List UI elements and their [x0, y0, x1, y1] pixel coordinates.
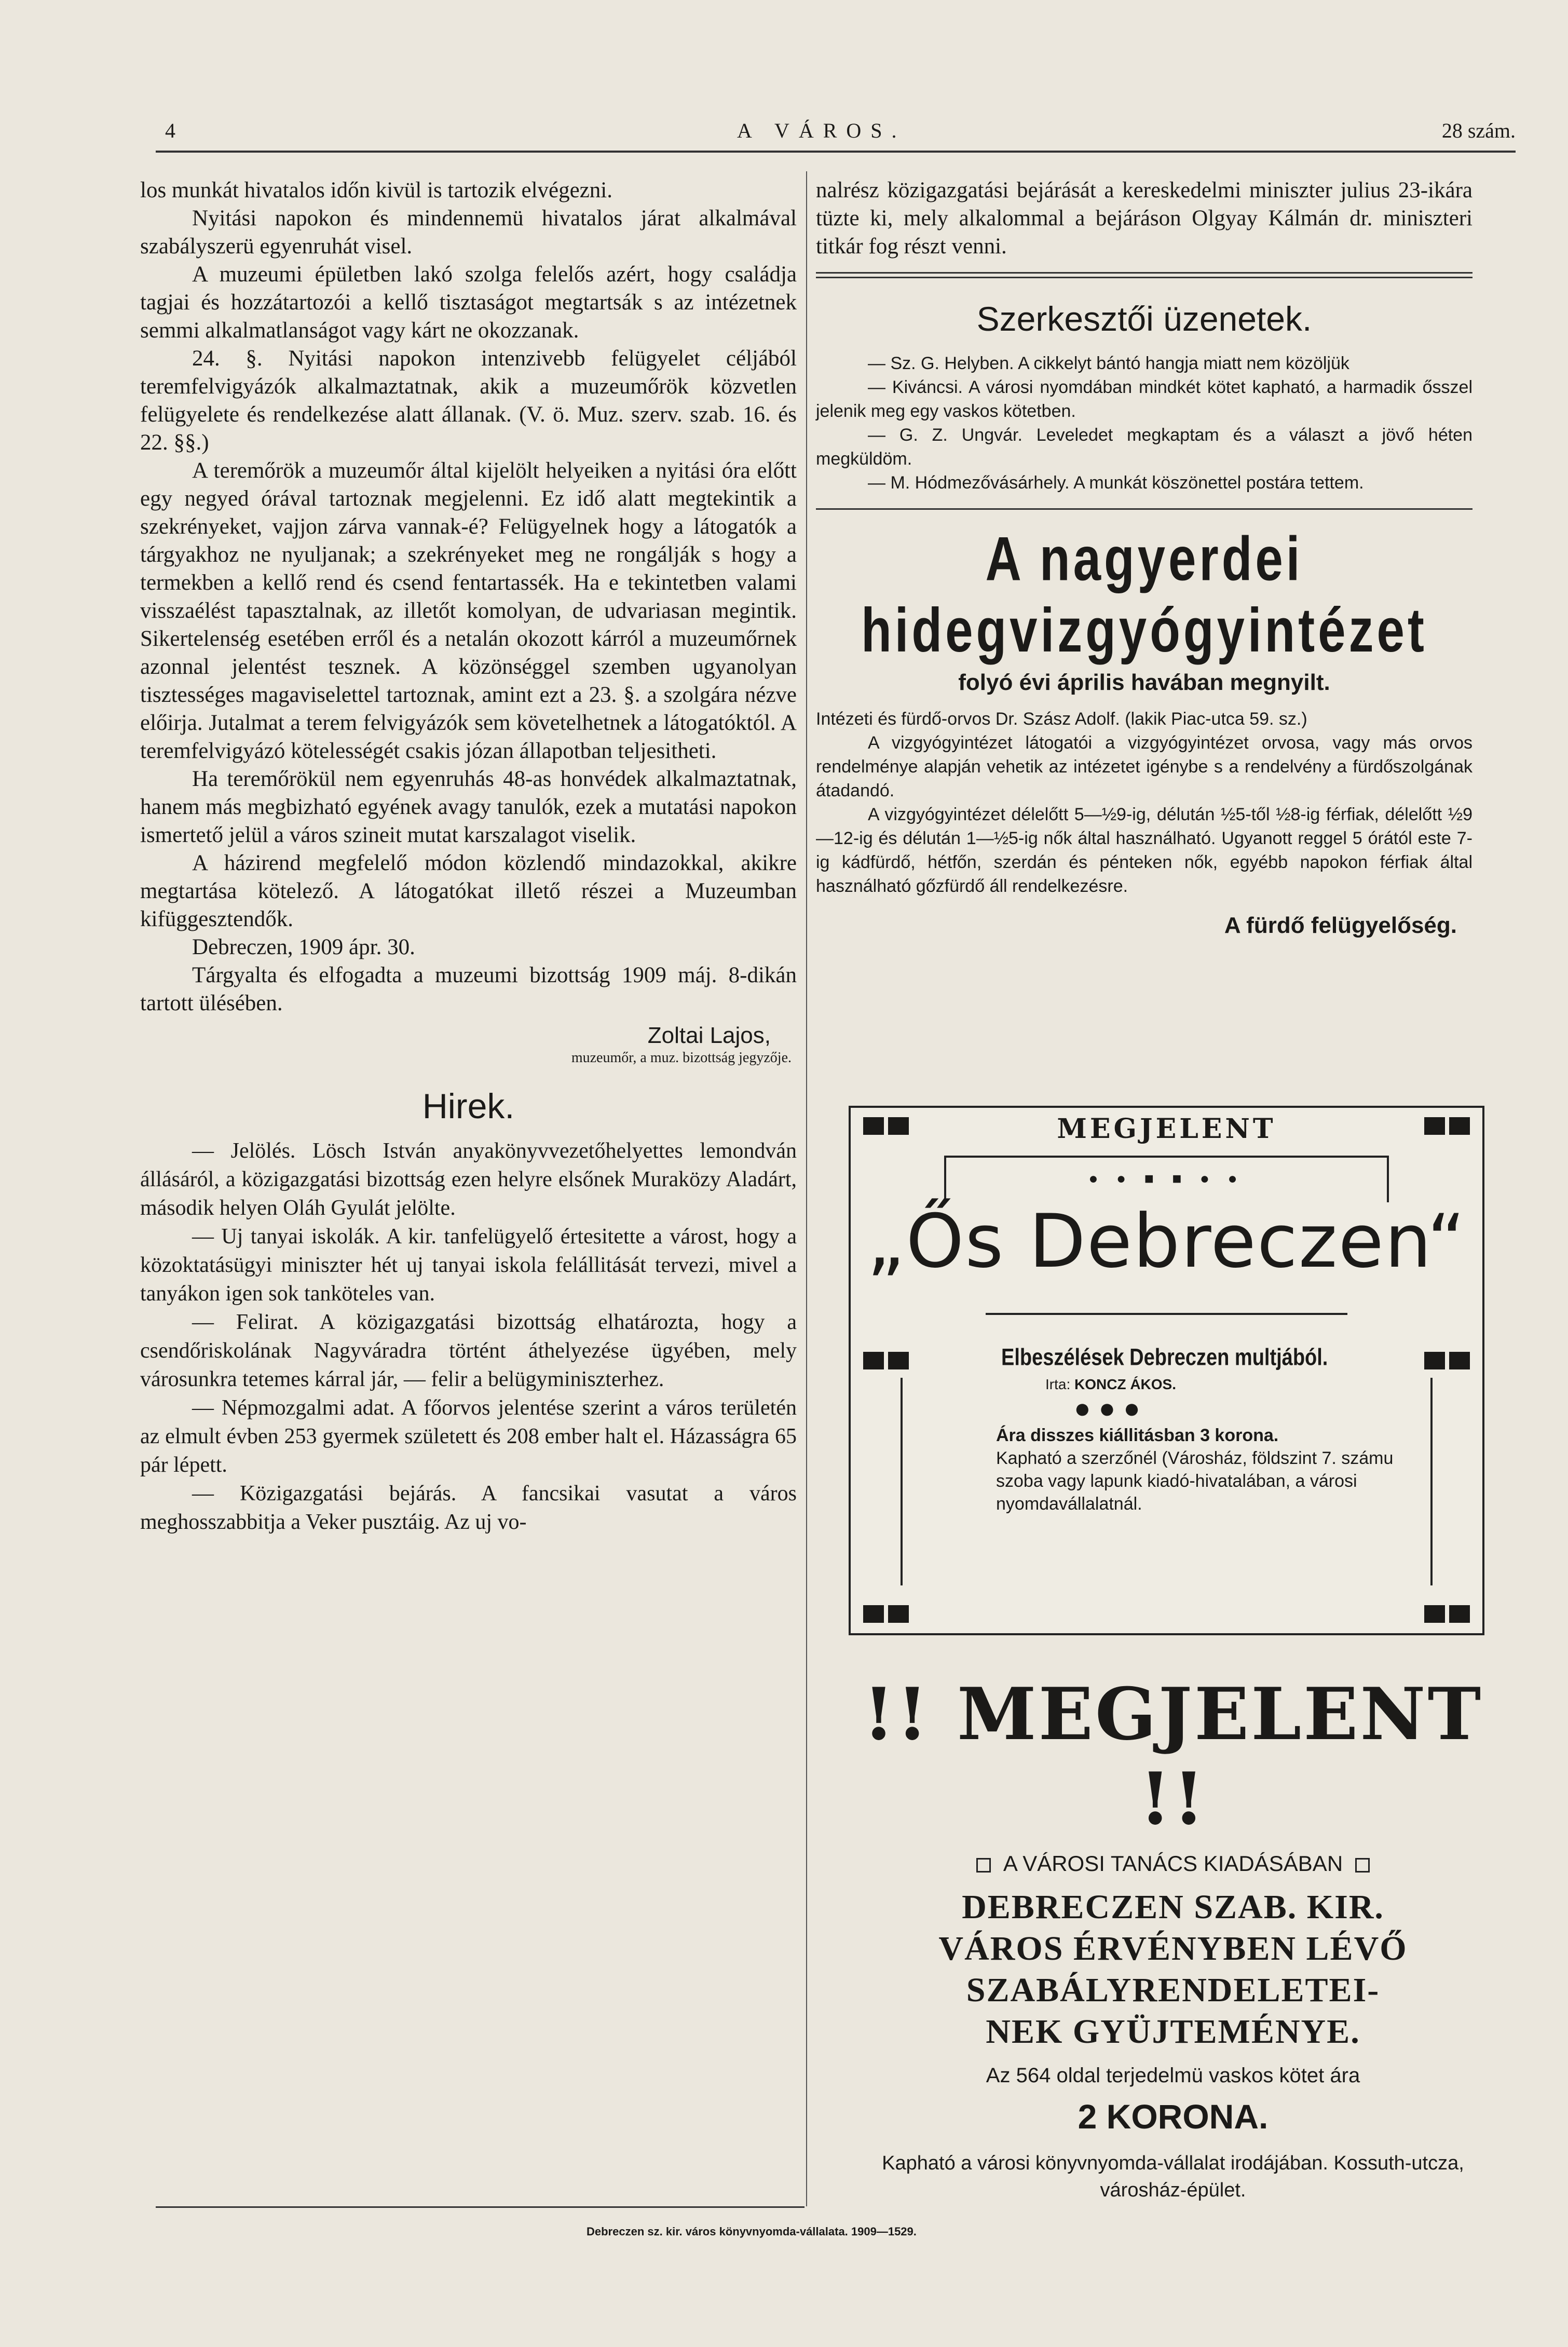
title-underline — [986, 1313, 1347, 1315]
approval-line: Tárgyalta és elfogadta a muzeumi bizottság 1909 máj. 8-dikán tartott ülésében. — [140, 963, 797, 1015]
bottom-rule — [156, 2206, 805, 2208]
book-ad-ornament-row: ● ● ■ ■ ● ● — [944, 1156, 1389, 1202]
ornament-block — [1424, 1352, 1445, 1369]
publisher-line — [851, 1851, 1495, 1876]
double-rule — [816, 272, 1472, 278]
rules-headline: !! MEGJELENT !! — [863, 1672, 1483, 1841]
square-ornament — [1355, 1858, 1370, 1873]
bath-signature: A fürdő felügyelőség. — [1224, 913, 1457, 938]
section-rule — [816, 508, 1472, 510]
paragraph: Nyitási napokon és mindennemü hivatalos járat alkalmával szabályszerü egyenruhát visel. — [140, 206, 797, 259]
publisher-text: A VÁROSI TANÁCS KIADÁSÁBAN — [1003, 1851, 1343, 1876]
news-item: — Közigazgatási bejárás. A fancsikai vasutat a város meghosszabbitja a Veker pusztáig. Az uj vo- — [140, 1482, 797, 1534]
book-subtitle: Elbeszélések Debreczen multjából. — [1001, 1344, 1328, 1371]
header-rule — [156, 151, 1516, 153]
editorial-heading: Szerkesztői üzenetek. — [976, 300, 1312, 338]
editorial-note: — Sz. G. Helyben. A cikkelyt bántó hangja miatt nem közöljük — [868, 354, 1349, 373]
paragraph: A teremőrök a muzeumőr által kijelölt helyeiken a nyitási óra előtt egy negyed órával tartoznak megjelenni. Ez idő alatt megtekintik a szekrényeket, vajjon zárva vannak-é? Felügyelnek hogy a látogatók a tárgyakhoz ne nyuljanak; a szekrényeket meg ne rongálják s hogy a termekben a kellő rend és csend fentartassék. Ha e tekintetben valami visszaélést tapasztalnak, az illetőt komolyan, de udvariasan megintik. Sikertelenség esetében erről és a netalán okozott kárról a muzeumőrnek azonnal jelentést tesznek. A közönséggel szemben ugyanolyan tisztességes magaviselettel tartoznak, amint ezt a 23. §. a szolgára nézve előirja. Jutalmat a terem felvigyázók sem követelhetnek a látogatóktól. A teremfelvigyázó kötelességét csakis józan állapotban teljesitheti. — [140, 458, 797, 763]
news-item: — Népmozgalmi adat. A főorvos jelentése szerint a város területén az elmult évben 253 gyermek született és 208 ember halt el. Házasságra 65 pár lépett. — [140, 1396, 797, 1477]
ornament-block — [1449, 1117, 1470, 1135]
ornament-block — [863, 1605, 884, 1623]
ornament-block — [1449, 1605, 1470, 1623]
ornament-block — [888, 1352, 909, 1369]
rules-title — [851, 1887, 1495, 2053]
page-number: 4 — [165, 119, 175, 142]
author-name: KONCZ ÁKOS. — [1074, 1376, 1177, 1392]
rules-advertisement — [851, 1672, 1495, 2204]
rules-title-line: NEK GYÜJTEMÉNYE. — [986, 2013, 1360, 2051]
column-divider — [806, 171, 807, 2206]
book-title: „Ős Debreczen“ — [866, 1199, 1467, 1284]
ornament-block — [1424, 1117, 1445, 1135]
rules-pages: Az 564 oldal terjedelmü vaskos kötet ára — [986, 2064, 1360, 2087]
editorial-note: — G. Z. Ungvár. Leveledet megkaptam és a választ a jövő héten megküldöm. — [816, 425, 1472, 469]
dot-ornament: ● ● ● — [1074, 1393, 1140, 1424]
news-list — [140, 1137, 797, 1537]
paragraph: los munkát hivatalos időn kivül is tartozik elvégezni. — [140, 178, 612, 202]
ornament-block — [1424, 1605, 1445, 1623]
bath-advertisement — [816, 524, 1472, 939]
rules-title-line: SZABÁLYRENDELETEI- — [966, 1971, 1380, 2009]
printer-imprint: Debreczen sz. kir. város könyvnyomda-vállalata. 1909—1529. — [587, 2225, 917, 2238]
square-ornament — [976, 1858, 991, 1873]
book-availability: Kapható a szerzőnél (Városház, földszint 7. számu szoba vagy lapunk kiadó-hivatalában, a városi nyomdavállalatnál. — [996, 1448, 1394, 1514]
date-line: Debreczen, 1909 ápr. 30. — [192, 935, 415, 959]
rules-price: 2 KORONA. — [1078, 2097, 1269, 2136]
ornament-block — [888, 1605, 909, 1623]
paragraph: Ha teremőrökül nem egyenruhás 48-as honvédek alkalmaztatnak, hanem más megbizható egyének avagy tanulók, ezek a mutatási napokon ismertető jelül a város szineit mutat karszalagot viselik. — [140, 767, 797, 847]
issue-number: 28 szám. — [1441, 119, 1516, 142]
book-advertisement — [849, 1106, 1484, 1635]
masthead-title: A VÁROS. — [737, 119, 906, 142]
ornament-block — [1449, 1352, 1470, 1369]
bath-title: A nagyerdei hidegvizgyógyintézet — [861, 524, 1427, 665]
bath-paragraph: A vizgyógyintézet látogatói a vizgyógyintézet orvosa, vagy más orvos rendelménye alapján vehetik az intézetet igénybe s a rendelvény a fürdőszolgának átadandó. — [816, 733, 1472, 801]
rules-title-line: VÁROS ÉRVÉNYBEN LÉVŐ — [938, 1930, 1408, 1968]
news-item: — Uj tanyai iskolák. A kir. tanfelügyelő értesitette a várost, hogy a közoktatásügyi miniszter hét uj tanyai iskola felállitását tervezi, mivel a tanyákon igen sok tanköteles van. — [140, 1225, 797, 1306]
rules-availability: Kapható a városi könyvnyomda-vállalat irodájában. Kossuth-utcza, városház-épület. — [882, 2152, 1464, 2201]
author-label: Irta: — [1045, 1376, 1071, 1392]
book-author-line — [1045, 1376, 1399, 1393]
signature: Zoltai Lajos, — [647, 1023, 771, 1048]
ornament-block — [863, 1352, 884, 1369]
book-ad-header: MEGJELENT — [1057, 1113, 1276, 1145]
editorial-note: — M. Hódmezővásárhely. A munkát köszönettel postára tettem. — [868, 473, 1364, 493]
bath-paragraph: A vizgyógyintézet délelőtt 5—½9-ig, délután ½5-től ½8-ig férfiak, délelőtt ½9—12-ig és délután 1—½5-ig nők által használható. Ugyanott reggel 5 órától este 7-ig kádfürdő, hétfőn, szerdán és pénteken nők, egyébb napokon férfiak által használható gőzfürdő áll rendelkezésre. — [816, 805, 1472, 896]
ornament-line — [1430, 1378, 1433, 1585]
news-heading: Hirek. — [422, 1087, 515, 1126]
bath-subtitle: folyó évi április havában megnyilt. — [958, 670, 1330, 695]
signature-role: muzeumőr, a muz. bizottság jegyzője. — [571, 1050, 792, 1066]
news-item: — Jelölés. Lösch István anyakönyvvezetőhelyettes lemondván állásáról, a közigazgatási bizottság ezen helyre elsőnek Muraközy Aladárt, második helyen Oláh Gyulát jelölte. — [140, 1139, 797, 1220]
book-price: Ára disszes kiállitásban 3 korona. — [996, 1426, 1279, 1445]
book-ad-details — [996, 1344, 1399, 1515]
news-item: — Felirat. A közigazgatási bizottság elhatározta, hogy a csendőriskolának Nagyváradra történt áthelyezése ügyében, mely városunkra tetemes kárral jár, — felir a belügyminiszterhez. — [140, 1310, 797, 1391]
page-header — [156, 116, 1516, 147]
rules-title-line: DEBRECZEN SZAB. KIR. — [962, 1888, 1384, 1926]
paragraph: A házirend megfelelő módon közlendő mindazokkal, akikre megtartása kötelező. A látogatókat illető részei a Muzeumban kifüggesztendők. — [140, 851, 797, 931]
ornament-block — [863, 1117, 884, 1135]
paragraph: 24. §. Nyitási napokon intenzivebb felügyelet céljából teremfelvigyázók alkalmaztatnak, akik a muzeumőrök közvetlen felügyelete és rendelkezése alatt állanak. (V. ö. Muz. szerv. szab. 16. és 22. §§.) — [140, 346, 797, 455]
editorial-note: — Kiváncsi. A városi nyomdában mindkét kötet kapható, a harmadik ősszel jelenik meg egy vaskos kötetben. — [816, 377, 1472, 421]
editorial-notes — [816, 351, 1472, 495]
ornament-block — [888, 1117, 909, 1135]
right-column — [816, 177, 1472, 939]
paragraph: A muzeumi épületben lakó szolga felelős azért, hogy családja tagjai és hozzátartozói a kellő tisztaságot megtartsák s az intézetnek semmi alkalmatlanságot vagy kárt ne okozzanak. — [140, 262, 797, 343]
bath-doctor: Intézeti és fürdő-orvos Dr. Szász Adolf. (lakik Piac-utca 59. sz.) — [816, 709, 1307, 729]
ornament-line — [901, 1378, 903, 1585]
left-column — [140, 177, 797, 1537]
continuation-paragraph: nalrész közigazgatási bejárását a kereskedelmi miniszter julius 23-ikára tüzte ki, mely alkalommal a bejáráson Olgyay Kálmán dr. miniszteri titkár fog részt venni. — [816, 178, 1472, 259]
